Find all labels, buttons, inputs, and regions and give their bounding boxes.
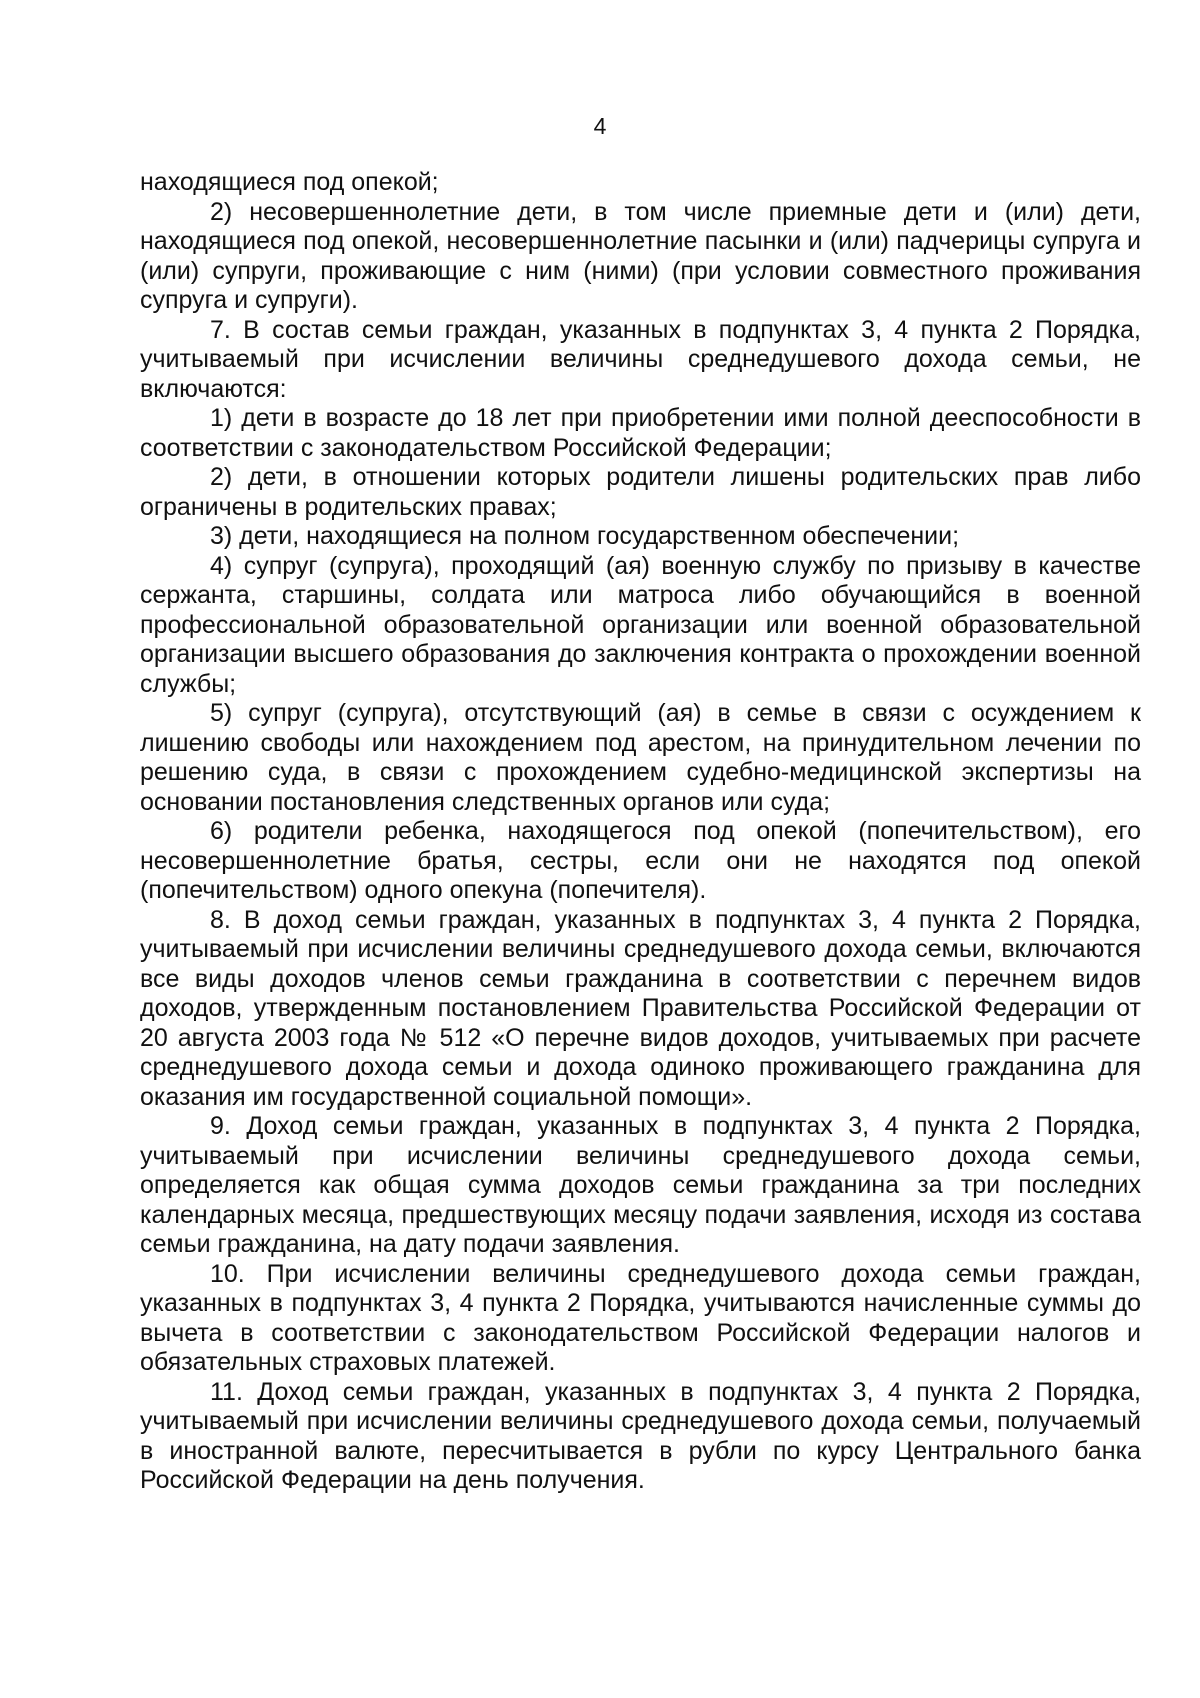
paragraph-7-item-4: 4) супруг (супруга), проходящий (ая) военную службу по призыву в качестве сержанта, старшины, солдата или матроса либо обучающийся в военной профессиональной образовательной организации или военной образовательной организации высшего образования до заключения контракта о прохождении военной службы; [140, 551, 1141, 698]
document-body [140, 168, 1141, 1496]
paragraph-7-item-6: 6) родители ребенка, находящегося под опекой (попечительством), его несовершеннолетние братья, сестры, если они не находятся под опекой (попечительством) одного опекуна (попечителя). [140, 817, 1141, 904]
paragraph-7-item-1: 1) дети в возрасте до 18 лет при приобретении ими полной дееспособности в соответствии с законодательством Российской Федерации; [140, 404, 1141, 462]
paragraph-7-item-5: 5) супруг (супруга), отсутствующий (ая) в семье в связи с осуждением к лишению свободы или нахождением под арестом, на принудительном лечении по решению суда, в связи с прохождением судебно-медицинской экспертизы на основании постановления следственных органов или суда; [140, 699, 1141, 816]
paragraph-9-income-period: 9. Доход семьи граждан, указанных в подпунктах 3, 4 пункта 2 Порядка, учитываемый при исчислении величины среднедушевого дохода семьи, определяется как общая сумма доходов семьи гражданина за три последних календарных месяца, предшествующих месяцу подачи заявления, исходя из состава семьи гражданина, на дату подачи заявления. [140, 1112, 1141, 1258]
page-number: 4 [593, 113, 607, 139]
paragraph-item-2-minor-children: 2) несовершеннолетние дети, в том числе приемные дети и (или) дети, находящиеся под опекой, несовершеннолетние пасынки и (или) падчерицы супруга и (или) супруги, проживающие с ним (ними) (при условии совместного проживания супруга и супруги). [140, 197, 1141, 314]
paragraph-7-item-3: 3) дети, находящиеся на полном государственном обеспечении; [210, 522, 960, 550]
paragraph-continuation: находящиеся под опекой; [140, 168, 439, 196]
paragraph-8-income-types: 8. В доход семьи граждан, указанных в подпунктах 3, 4 пункта 2 Порядка, учитываемый при исчислении величины среднедушевого дохода семьи, включаются все виды доходов членов семьи гражданина в соответствии с перечнем видов доходов, утвержденным постановлением Правительства Российской Федерации от 20 августа 2003 года № 512 «О перечне видов доходов, учитываемых при расчете среднедушевого дохода семьи и дохода одиноко проживающего гражданина для оказания им государственной социальной помощи». [140, 905, 1141, 1111]
paragraph-7-item-2: 2) дети, в отношении которых родители лишены родительских прав либо ограничены в родительских правах; [140, 463, 1141, 521]
paragraph-7-family-exclusions: 7. В состав семьи граждан, указанных в подпунктах 3, 4 пункта 2 Порядка, учитываемый при исчислении величины среднедушевого дохода семьи, не включаются: [140, 315, 1141, 403]
paragraph-10-accrued-sums: 10. При исчислении величины среднедушевого дохода семьи граждан, указанных в подпунктах 3, 4 пункта 2 Порядка, учитываются начисленные суммы до вычета в соответствии с законодательством Российской Федерации налогов и обязательных страховых платежей. [140, 1259, 1141, 1376]
paragraph-11-foreign-currency: 11. Доход семьи граждан, указанных в подпунктах 3, 4 пункта 2 Порядка, учитываемый при исчислении величины среднедушевого дохода семьи, получаемый в иностранной валюте, пересчитывается в рубли по курсу Центрального банка Российской Федерации на день получения. [140, 1377, 1141, 1494]
